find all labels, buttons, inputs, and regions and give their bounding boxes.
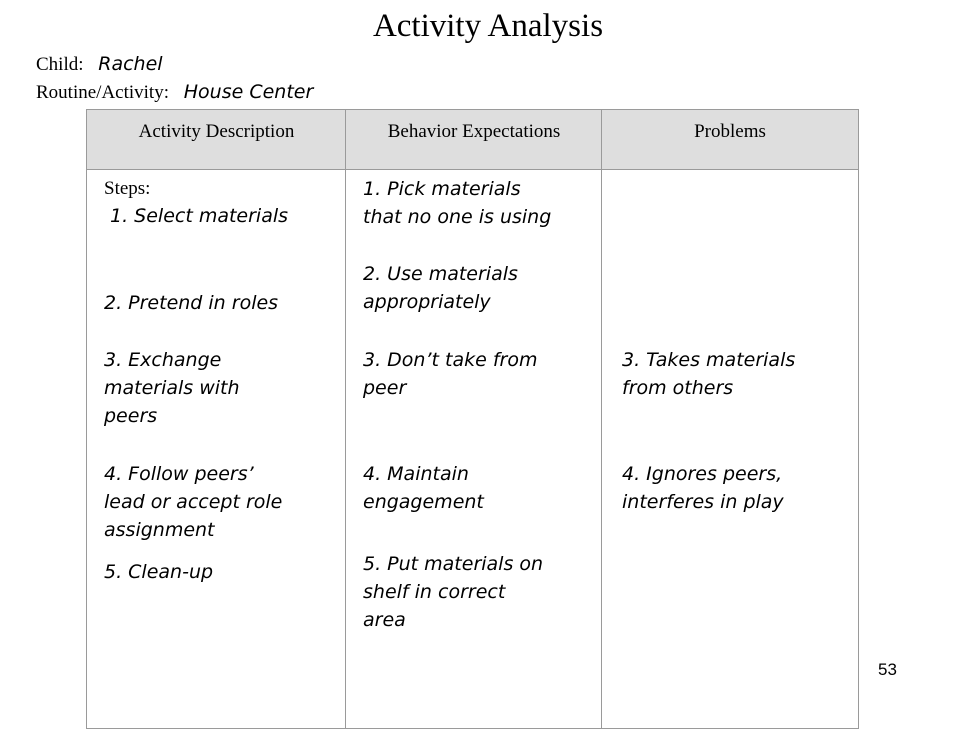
behavior-expectation-4: 4. Maintain engagement: [363, 463, 484, 513]
activity-step-3: 3. Exchange materials with peers: [104, 349, 240, 427]
behavior-expectation-3: 3. Don’t take from peer: [363, 349, 538, 399]
routine-label: Routine/Activity:: [36, 82, 169, 103]
child-label: Child:: [36, 54, 84, 75]
child-line: [36, 52, 163, 77]
steps-label: Steps:: [104, 178, 151, 199]
problem-3: 3. Takes materials from others: [622, 349, 796, 399]
behavior-expectation-2: 2. Use materials appropriately: [363, 263, 518, 313]
activity-step-1: 1. Select materials: [110, 205, 289, 227]
page-title: Activity Analysis: [372, 8, 604, 44]
column-divider: [345, 110, 346, 728]
table-header-row: [87, 110, 858, 170]
slide-number: 53: [878, 660, 897, 679]
problem-4: 4. Ignores peers, interferes in play: [622, 463, 784, 513]
behavior-expectation-1: 1. Pick materials that no one is using: [363, 178, 552, 228]
activity-step-4: 4. Follow peers’ lead or accept role assignment: [104, 463, 283, 541]
child-value: Rachel: [98, 53, 163, 75]
activity-step-5: 5. Clean-up: [104, 561, 214, 583]
header-behavior-expectations: Behavior Expectations: [387, 121, 561, 142]
routine-line: [36, 80, 313, 105]
behavior-expectation-5: 5. Put materials on shelf in correct area: [363, 553, 544, 631]
header-problems: Problems: [694, 121, 766, 142]
activity-step-2: 2. Pretend in roles: [104, 292, 279, 314]
routine-value: House Center: [183, 81, 314, 103]
header-activity-description: Activity Description: [138, 121, 295, 142]
column-divider: [601, 110, 602, 728]
